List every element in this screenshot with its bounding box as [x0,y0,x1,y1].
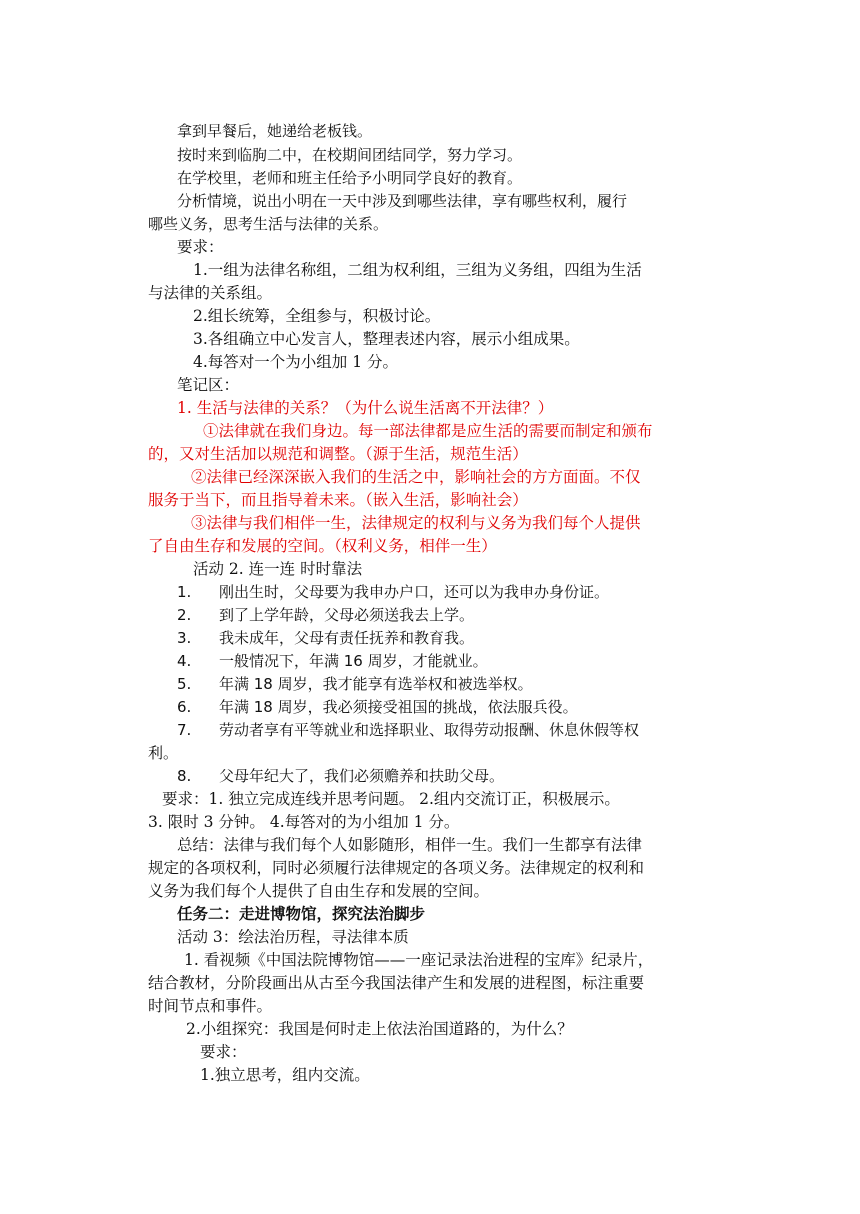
list-item: 1. 刚出生时，父母要为我申办户口，还可以为我申办身份证。 [177,583,610,601]
text-line: 与法律的关系组。 [148,284,273,302]
text-line: 拿到早餐后，她递给老板钱。 [177,122,373,140]
text-line: 1.一组为法律名称组，二组为权利组，三组为义务组，四组为生活 [193,261,642,279]
list-number: 7. [177,721,192,739]
list-number: 2. [177,606,192,624]
text-line: 1.独立思考，组内交流。 [200,1066,370,1084]
text-line: 时间节点和事件。 [148,997,273,1015]
text-line: 要求： [200,1043,247,1061]
notes-line: ③法律与我们相伴一生，法律规定的权利与义务为我们每个人提供 [191,514,641,532]
list-number: 1. [177,583,192,601]
list-number: 3. [177,629,192,647]
notes-line: ①法律就在我们身边。每一部法律都是应生活的需要而制定和颁布 [203,422,653,440]
notes-line: 1. 生活与法律的关系？（为什么说生活离不开法律？） [177,399,554,417]
activity-heading: 活动 3：绘法治历程，寻法律本质 [177,928,409,946]
list-item: 8. 父母年纪大了，我们必须赡养和扶助父母。 [177,767,505,785]
notes-line: ②法律已经深深嵌入我们的生活之中，影响社会的方方面面。不仅 [191,468,641,486]
list-item-continuation: 利。 [148,744,179,762]
notes-line: 服务于当下，而且指导着未来。（嵌入生活，影响社会） [148,491,528,509]
text-line: 2.小组探究：我国是何时走上依法治国道路的，为什么？ [186,1020,573,1038]
notes-line: 的，又对生活加以规范和调整。（源于生活，规范生活） [148,445,528,463]
list-item: 4. 一般情况下，年满 16 周岁，才能就业。 [177,652,488,670]
activity-heading: 活动 2. 连一连 时时靠法 [193,560,363,578]
list-number: 6. [177,698,192,716]
list-number: 8. [177,767,192,785]
notes-heading: 笔记区： [177,376,240,394]
list-item: 6. 年满 18 周岁，我必须接受祖国的挑战，依法服兵役。 [177,698,578,716]
text-line: 要求：1. 独立完成连线并思考问题。 2.组内交流订正，积极展示。 [162,790,620,808]
task-heading: 任务二：走进博物馆，探究法治脚步 [177,904,426,923]
text-line: 结合教材，分阶段画出从古至今我国法律产生和发展的进程图，标注重要 [148,974,645,992]
summary-line: 义务为我们每个人提供了自由生存和发展的空间。 [148,882,490,900]
text-line: 1. 看视频《中国法院博物馆——一座记录法治进程的宝库》纪录片， [184,951,654,969]
list-number: 5. [177,675,192,693]
list-item: 7. 劳动者享有平等就业和选择职业、取得劳动报酬、休息休假等权 [177,721,640,739]
text-line: 按时来到临朐二中，在校期间团结同学，努力学习。 [177,146,523,164]
text-line: 在学校里，老师和班主任给予小明同学良好的教育。 [177,169,523,187]
list-number: 4. [177,652,192,670]
text-line: 要求： [177,238,224,256]
list-item: 5. 年满 18 周岁，我才能享有选举权和被选举权。 [177,675,533,693]
list-item: 3. 我未成年，父母有责任抚养和教育我。 [177,629,475,647]
text-line: 2.组长统筹，全组参与，积极讨论。 [193,307,441,325]
list-item: 2. 到了上学年龄，父母必须送我去上学。 [177,606,475,624]
text-line: 3.各组确立中心发言人，整理表述内容，展示小组成果。 [193,330,580,348]
notes-line: 了自由生存和发展的空间。（权利义务，相伴一生） [148,537,497,555]
summary-line: 规定的各项权利，同时必须履行法律规定的各项义务。法律规定的权利和 [148,859,645,877]
text-line: 3. 限时 3 分钟。 4.每答对的为小组加 1 分。 [148,813,460,831]
text-line: 分析情境，说出小明在一天中涉及到哪些法律，享有哪些权利，履行 [177,192,628,210]
text-line: 4.每答对一个为小组加 1 分。 [193,353,399,371]
text-line: 哪些义务，思考生活与法律的关系。 [148,215,389,233]
summary-line: 总结：法律与我们每个人如影随形，相伴一生。我们一生都享有法律 [177,836,643,854]
